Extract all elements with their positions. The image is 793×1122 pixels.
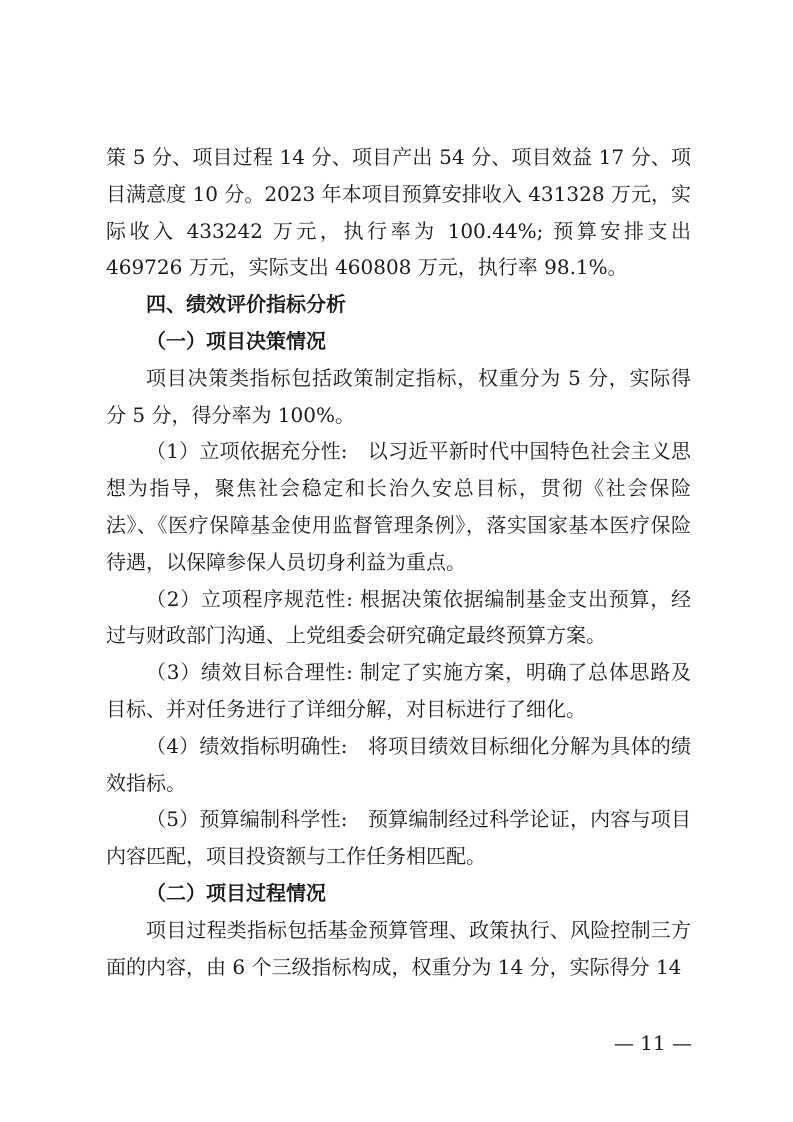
body-text [106, 139, 691, 985]
paragraph-process-intro: 项目过程类指标包括基金预算管理、政策执行、风险控制三方面的内容，由 6 个三级指标构成，权重分为 14 分，实际得分 14 [106, 917, 691, 979]
paragraph-item-5: （5）预算编制科学性: 预算编制经过科学论证，内容与项目内容匹配，项目投资额与工作任务相匹配。 [106, 807, 691, 869]
paragraph-item-1: （1）立项依据充分性: 以习近平新时代中国特色社会主义思想为指导，聚焦社会稳定和长治久安总目标，贯彻《社会保险法》、《医疗保障基金使用监督管理条例》，落实国家基本医疗保险待遇，以保障参保人员切身利益为重点。 [106, 439, 691, 574]
paragraph-item-2: （2）立项程序规范性: 根据决策依据编制基金支出预算，经过与财政部门沟通、上党组委会研究确定最终预算方案。 [106, 586, 691, 648]
subsection-heading-process: （二）项目过程情况 [146, 880, 326, 905]
page-number: — 11 — [613, 1031, 692, 1055]
paragraph-item-4: （4）绩效指标明确性: 将项目绩效目标细化分解为具体的绩效指标。 [106, 733, 691, 795]
section-heading-4: 四、绩效评价指标分析 [146, 292, 346, 317]
subsection-heading-decision: （一）项目决策情况 [146, 328, 326, 353]
paragraph-item-3: （3）绩效目标合理性: 制定了实施方案，明确了总体思路及目标、并对任务进行了详细分解，对目标进行了细化。 [106, 660, 691, 721]
paragraph-continuation: 策 5 分、项目过程 14 分、项目产出 54 分、项目效益 17 分、项目满意度 10 分。2023 年本项目预算安排收入 431328 万元，实际收入 433242 万元，执行率为 100.44%; 预算安排支出 469726 万元，实际支出 460808 万元，执行率 98.1%。 [106, 145, 691, 280]
paragraph-decision-intro: 项目决策类指标包括政策制定指标，权重分为 5 分，实际得分 5 分，得分率为 100%。 [106, 365, 691, 427]
